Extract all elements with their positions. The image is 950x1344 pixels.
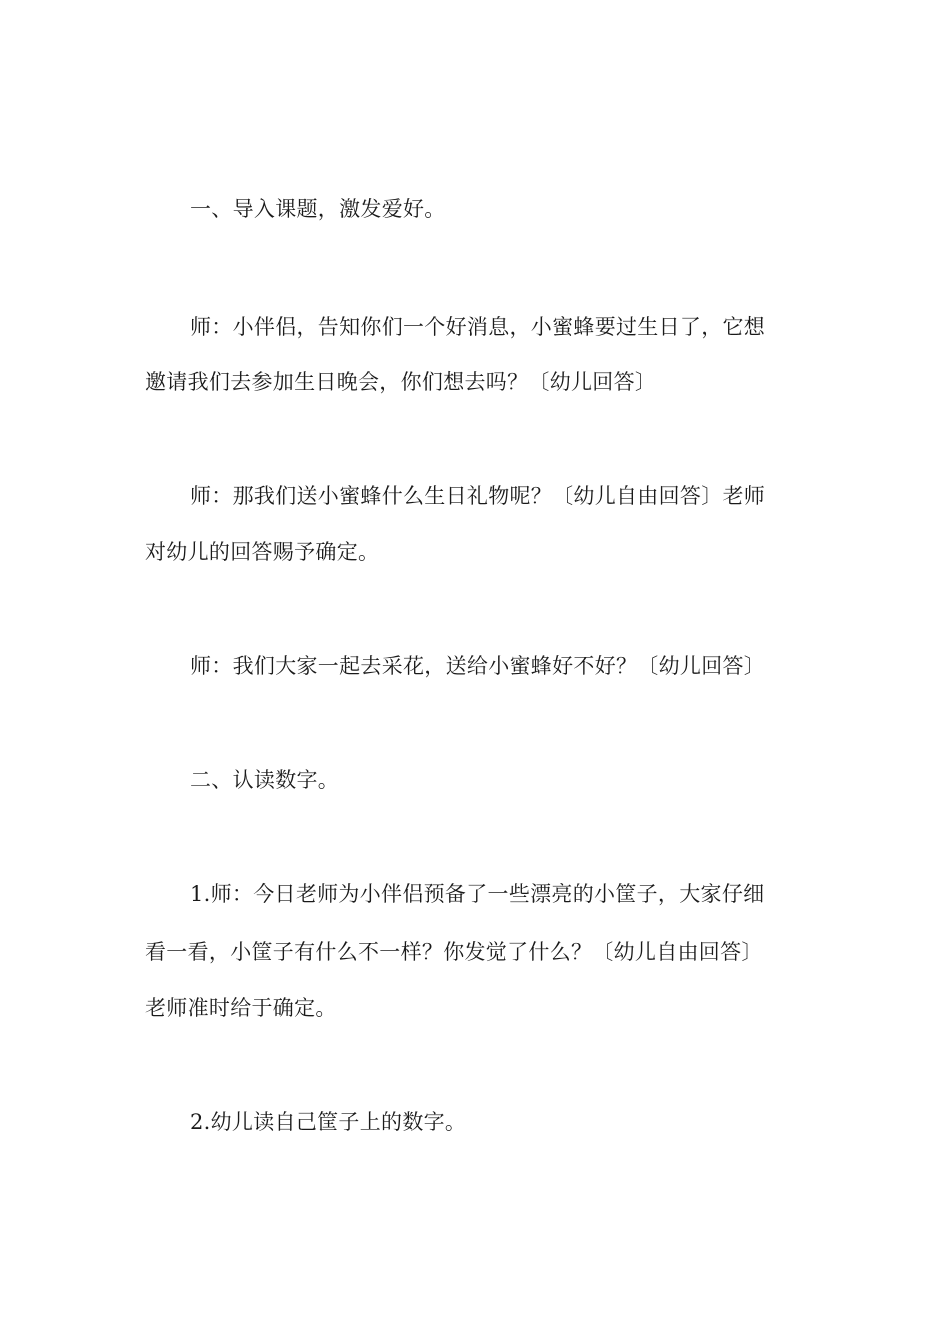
paragraph-1-line-2: 邀请我们去参加生日晚会，你们想去吗？〔幼儿回答〕 <box>145 370 657 394</box>
paragraph-2-line-2: 对幼儿的回答赐予确定。 <box>145 540 380 564</box>
paragraph-4-line-2: 看一看，小筐子有什么不一样？你发觉了什么？〔幼儿自由回答〕 <box>145 940 763 964</box>
paragraph-4-line-3: 老师准时给于确定。 <box>145 996 337 1020</box>
paragraph-3-line-1: 师：我们大家一起去采花，送给小蜜蜂好不好？〔幼儿回答〕 <box>190 654 766 678</box>
section-heading-2: 二、认读数字。 <box>190 768 340 792</box>
paragraph-1-line-1: 师：小伴侣，告知你们一个好消息，小蜜蜂要过生日了，它想 <box>190 315 766 339</box>
paragraph-4-line-1: 1.师：今日老师为小伴侣预备了一些漂亮的小筐子，大家仔细 <box>190 882 765 906</box>
paragraph-5-line-1: 2.幼儿读自己筐子上的数字。 <box>190 1110 467 1134</box>
section-heading-1: 一、导入课题，激发爱好。 <box>190 197 446 221</box>
paragraph-2-line-1: 师：那我们送小蜜蜂什么生日礼物呢？〔幼儿自由回答〕老师 <box>190 484 766 508</box>
